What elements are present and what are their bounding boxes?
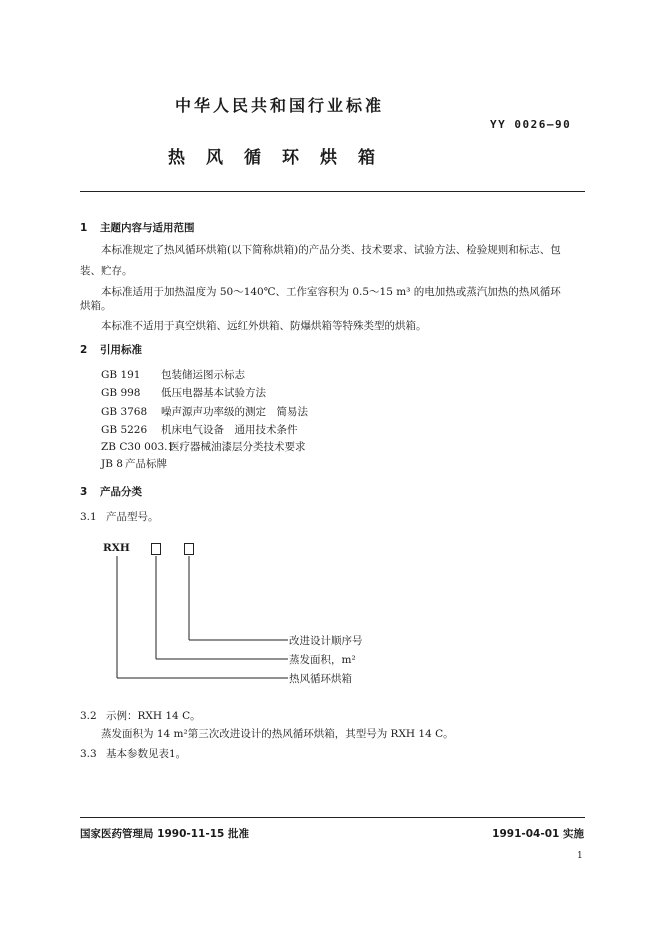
subsection-text: 产品型号。 [106,511,159,523]
reference-title: 低压电器基本试验方法 [161,387,266,399]
reference-title: 产品标牌 [125,458,167,470]
section-title: 产品分类 [100,486,142,498]
section-number: 1 [80,222,88,234]
effective-date: 1991-04-01 实施 [492,828,584,840]
subsection-number: 3.2 [80,710,97,722]
subsection-text: 示例：RXH 14 C。 [106,710,201,722]
model-label-product: 热风循环烘箱 [289,673,352,685]
standard-code: YY 0026—90 [490,118,572,131]
section-number: 2 [80,344,88,356]
reference-code: GB 3768 [101,406,148,418]
paragraph-line: 本标准规定了热风循环烘箱(以下简称烘箱)的产品分类、技术要求、试验方法、检验规则和标志、包 [101,244,561,256]
section-title: 引用标准 [100,344,142,356]
footer-divider [80,817,585,818]
reference-code: GB 5226 [101,424,148,436]
reference-title: 包装储运图示标志 [161,369,245,381]
paragraph-line: 烘箱。 [80,300,112,312]
reference-code: ZB C30 003.1 [101,441,175,453]
paragraph-line: 装、贮存。 [80,265,133,277]
page-number: 1 [577,851,583,861]
paragraph-line: 本标准适用于加热温度为 50～140℃、工作室容积为 0.5～15 m³ 的电加热或蒸汽加热的热风循环 [101,286,561,298]
example-detail: 蒸发面积为 14 m²第三次改进设计的热风循环烘箱，其型号为 RXH 14 C。 [101,728,454,740]
issuing-category: 中华人民共和国行业标准 [175,96,385,115]
subsection-3-3 [80,746,186,761]
reference-code: GB 998 [101,387,141,399]
subsection-number: 3.1 [80,511,97,523]
approval-date: 国家医药管理局 1990-11-15 批准 [80,828,249,840]
model-prefix: RXH [103,542,130,554]
reference-title: 医疗器械油漆层分类技术要求 [169,441,306,453]
model-label-area: 蒸发面积，m² [289,654,356,666]
section-title: 主题内容与适用范围 [100,222,195,234]
subsection-text: 基本参数见表1。 [106,748,187,760]
paragraph-line: 本标准不适用于真空烘箱、远红外烘箱、防爆烘箱等特殊类型的烘箱。 [101,320,427,332]
reference-title: 噪声源声功率级的测定 简易法 [161,406,308,418]
reference-code: GB 191 [101,369,141,381]
subsection-number: 3.3 [80,748,97,760]
reference-code: JB 8 [101,458,123,470]
section-number: 3 [80,486,88,498]
reference-title: 机床电气设备 通用技术条件 [161,424,298,436]
document-title: 热风循环烘箱 [168,148,396,168]
model-label-revision: 改进设计顺序号 [289,635,363,647]
subsection-3-2 [80,708,201,723]
